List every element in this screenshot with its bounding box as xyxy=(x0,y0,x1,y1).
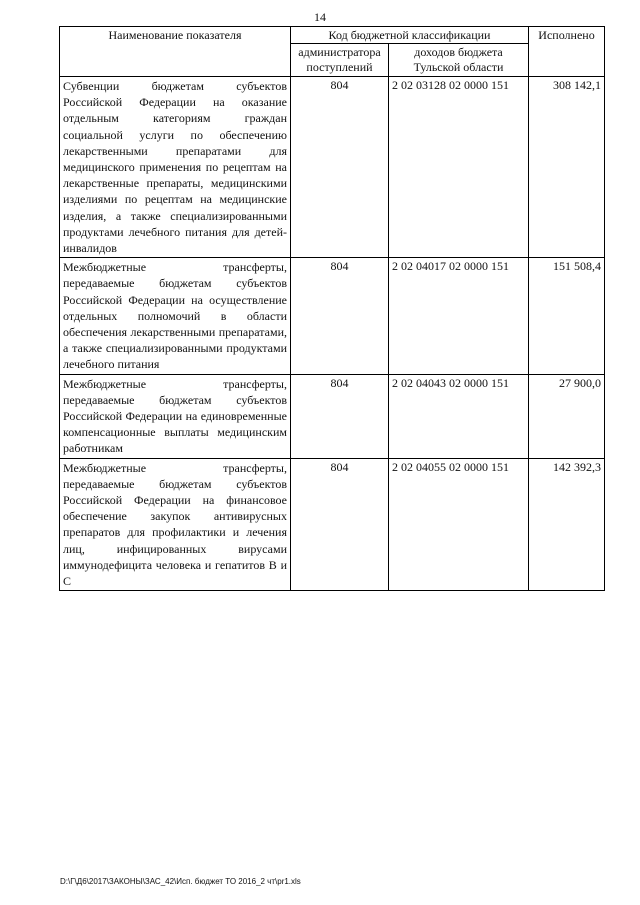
row-revenue-code: 2 02 04043 02 0000 151 xyxy=(389,374,529,458)
header-code-group: Код бюджетной классификации xyxy=(291,27,529,44)
row-revenue-code: 2 02 04055 02 0000 151 xyxy=(389,458,529,591)
row-admin-code: 804 xyxy=(291,374,389,458)
header-revenue: доходов бюджета Тульской области xyxy=(389,44,529,77)
file-path-footer: D:\Г\Д6\2017\ЗАКОНЫ\ЗАС_42\Исп. бюджет ТО 2016_2 чт\pr1.xls xyxy=(60,877,301,886)
row-admin-code: 804 xyxy=(291,77,389,258)
row-value: 142 392,3 xyxy=(529,458,605,591)
row-revenue-code: 2 02 03128 02 0000 151 xyxy=(389,77,529,258)
header-row xyxy=(60,27,605,44)
row-value: 151 508,4 xyxy=(529,258,605,374)
row-admin-code: 804 xyxy=(291,458,389,591)
row-value: 308 142,1 xyxy=(529,77,605,258)
header-executed: Исполнено xyxy=(529,27,605,77)
budget-table xyxy=(59,26,605,591)
row-name: Межбюджетные трансферты, передаваемые бюджетам субъектов Российской Федерации на осуществление отдельных полномочий в области обеспечения лекарственными препаратами, а также специализированными продуктами лечебного питания xyxy=(60,258,291,374)
row-name: Субвенции бюджетам субъектов Российской Федерации на оказание отдельным категориям граждан социальной услуги по обеспечению лекарственными препаратами для медицинского применения по рецептам на лекарственные препараты, медицинскими изделиями по рецептам на медицинские изделия, а также специализированными продуктами лечебного питания для детей-инвалидов xyxy=(60,77,291,258)
table-row xyxy=(60,374,605,458)
row-admin-code: 804 xyxy=(291,258,389,374)
row-value: 27 900,0 xyxy=(529,374,605,458)
page-number: 14 xyxy=(314,10,326,24)
row-revenue-code: 2 02 04017 02 0000 151 xyxy=(389,258,529,374)
row-name: Межбюджетные трансферты, передаваемые бюджетам субъектов Российской Федерации на финансовое обеспечение закупок антивирусных препаратов для профилактики и лечения лиц, инфицированных вирусами иммунодефицита человека и гепатитов В и С xyxy=(60,458,291,591)
table-row xyxy=(60,258,605,374)
header-admin: администратора поступлений xyxy=(291,44,389,77)
row-name: Межбюджетные трансферты, передаваемые бюджетам субъектов Российской Федерации на единовременные компенсационные выплаты медицинским работникам xyxy=(60,374,291,458)
table-row xyxy=(60,77,605,258)
table-row xyxy=(60,458,605,591)
header-name: Наименование показателя xyxy=(60,27,291,77)
